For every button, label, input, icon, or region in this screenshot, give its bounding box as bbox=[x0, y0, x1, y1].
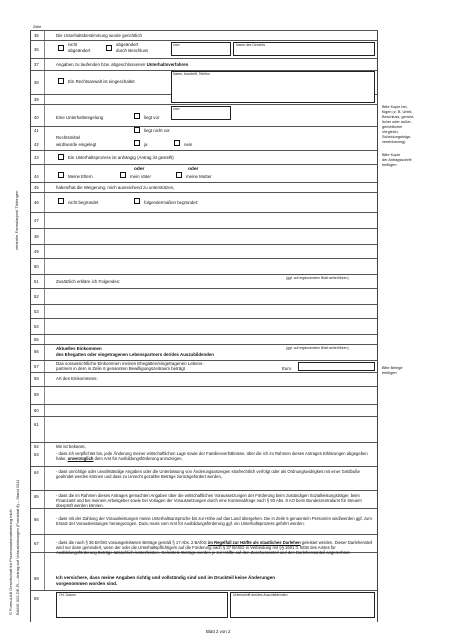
row-number-51: 51 bbox=[34, 279, 39, 284]
row-number-38: 38 bbox=[34, 80, 39, 85]
row-divider bbox=[30, 318, 378, 319]
row-number-56: 56 bbox=[34, 349, 39, 354]
row51-hint: (ggf. auf ergänzendem Blatt weiterführen) bbox=[286, 276, 349, 280]
row-divider bbox=[30, 244, 378, 245]
row-divider bbox=[30, 30, 378, 31]
row-divider bbox=[30, 404, 378, 405]
checkbox-rechtsanwalt[interactable] bbox=[58, 78, 64, 84]
row-divider bbox=[30, 590, 378, 591]
row-number-36: 36 bbox=[34, 47, 39, 52]
row-number-40: 40 bbox=[34, 115, 39, 120]
row43-text: Ein Unterhaltsprozess ist anhängig (Antrag ist gestellt) bbox=[68, 155, 174, 160]
row-divider bbox=[30, 334, 378, 335]
row46-folgendermassen: folgendermaßen begründet: bbox=[144, 200, 199, 205]
column-header-zeile: Zeile bbox=[33, 25, 42, 29]
row41-liegt-nicht-vor: liegt nicht vor bbox=[144, 128, 170, 133]
row64-text: - dass unrichtige oder unvollständige Angaben oder die Unterlassung von Änderungsanzeigen strafrechtlich verfolgt oder als Ordnungswidrigkeit mit einer Geldbuße geahndet werden können und dass zu Unrecht gezahlte Beträge zurückgefordert werden, bbox=[56, 469, 361, 480]
row-divider bbox=[30, 490, 378, 491]
row41-rechtsmittel: Rechtsmittel bbox=[56, 135, 81, 140]
row-divider bbox=[30, 104, 378, 105]
row-number-35: 35 bbox=[34, 33, 39, 38]
row42-nein: nein bbox=[184, 142, 193, 147]
row-divider bbox=[30, 192, 378, 193]
row38-text: Ein Rechtsanwalt ist eingeschaltet bbox=[68, 79, 135, 84]
row-number-43: 43 bbox=[34, 155, 39, 160]
row44-mein-vater: mein Vater bbox=[130, 174, 151, 179]
row-number-63: 63 bbox=[34, 452, 39, 457]
row-divider bbox=[30, 344, 378, 345]
row57-line-1: Das voraussichtliche Einkommen meines Ehegatten/eingetragenen Lebens- bbox=[56, 361, 204, 366]
row36-durch-beschluss: durch Beschluss bbox=[116, 48, 149, 53]
row-number-54: 54 bbox=[34, 324, 39, 329]
row36-abgeaendert2: abgeändert bbox=[116, 42, 139, 47]
row65-text: - dass die im Rahmen dieses Antrages gemachten Angaben über die wirtschaftlichen Voraussetzungen der Förderung beim zuständigen Sozialleistungsträger, beim Finanzamt und bei meinem Arbeitgeber sowie bei Vorlagen der Voraussetzungen durch eine Kontenabfrage nach § 93 Abs. 8 AO beim Bundeszentralamt für Steuern überprüft werden können. bbox=[56, 493, 362, 509]
margin-vertical-copyright: © FormuLAB Gesellschaft für Prozessautomatisierung mbH bbox=[8, 509, 13, 615]
row-divider bbox=[30, 126, 378, 127]
beschluss-date-field[interactable] bbox=[171, 42, 231, 56]
row-number-60: 60 bbox=[34, 408, 39, 413]
row67-text: - dass die nach § 36 BAföG vorausgeleisteten Beträge gemäß § 17 Abs. 2 BAföG im Regelfall zur Hälfte als staatliches Darlehen geleistet werden. Dieser Darlehensteil wird nur dann gemindert, wenn der oder die Unterhaltspflichtige/n auf die Forderung nach § 37 BAföG in Verbindung mit §§ 1601 ff. BGB des Amtes für Ausbildungsförderung Beträge tatsächlich leistet/leisten. Geleistete Beträge werden je zur Hälfte auf den Zuschussanteil und den Darlehensanteil angerechnet. bbox=[56, 540, 373, 556]
row36-abgeaendert: abgeändert bbox=[68, 48, 91, 53]
row-divider bbox=[30, 228, 378, 229]
regelung-date-field[interactable] bbox=[171, 106, 231, 120]
row68-line-1: Ich versichere, dass meine Angaben richtig und vollständig sind und im Druckteil keine Änderungen bbox=[56, 575, 276, 580]
label-ort-datum: Ort, Datum bbox=[59, 593, 76, 597]
side-note-antragsschrift: Bitte Kopie der Antragsschrift beifügen bbox=[382, 153, 412, 167]
row-number-62: 62 bbox=[34, 444, 39, 449]
label-unterschrift: Unterschrift der/des Auszubildenden bbox=[233, 593, 288, 597]
row-divider bbox=[30, 442, 378, 443]
row-number-64: 64 bbox=[34, 470, 39, 475]
checkbox-meine-mutter[interactable] bbox=[176, 172, 182, 178]
row-divider bbox=[30, 182, 378, 183]
row-number-49: 49 bbox=[34, 249, 39, 254]
row-divider bbox=[30, 258, 378, 259]
margin-vertical-note: zentraler Formularpool Thüringen bbox=[14, 190, 19, 250]
row-number-69: 69 bbox=[34, 596, 39, 601]
side-note-kopie: Bitte Kopie bei- fügen (z. B. Urteil, Beschluss, gericht- licher oder außer- gerichtlicher Vergleich, Scheidungsfolge- vereinbarung) bbox=[382, 105, 415, 144]
row35-text: Die Unterhaltsbestimmung wurde gerichtlich bbox=[56, 33, 142, 38]
checkbox-begruendet[interactable] bbox=[134, 198, 140, 204]
row-number-61: 61 bbox=[34, 422, 39, 427]
row-divider bbox=[30, 40, 378, 41]
row62-text: Mir ist bekannt, bbox=[56, 444, 86, 449]
row44-meine-mutter: meine Mutter bbox=[186, 174, 212, 179]
row56-title-2: des Ehegatten oder eingetragenen Lebenspartners der/des Auszubildenden bbox=[56, 352, 214, 357]
row-divider bbox=[30, 386, 378, 387]
row37-text: Angaben zu laufenden bzw. abgeschlossenen Unterhaltsverfahren bbox=[56, 62, 189, 67]
row-number-50: 50 bbox=[34, 264, 39, 269]
row68-line-2: vorgenommen worden sind. bbox=[56, 581, 118, 586]
checkbox-liegt-vor[interactable] bbox=[134, 113, 140, 119]
row-number-53: 53 bbox=[34, 309, 39, 314]
row-number-42: 42 bbox=[34, 142, 39, 147]
row-number-41: 41 bbox=[34, 128, 39, 133]
row-number-52: 52 bbox=[34, 294, 39, 299]
label-vom: vom bbox=[173, 43, 180, 47]
row42-ja: ja bbox=[144, 142, 148, 147]
label-vom-2: vom bbox=[173, 107, 180, 111]
checkbox-rechtsmittel-nein[interactable] bbox=[174, 140, 180, 146]
row40-liegt-vor: liegt vor bbox=[144, 115, 160, 120]
row46-nicht-begruendet: nicht begründet bbox=[68, 200, 99, 205]
row56-title-1: Aktuelles Einkommen bbox=[56, 346, 102, 351]
row-divider bbox=[30, 164, 378, 165]
row-divider bbox=[30, 372, 378, 373]
row-number-47: 47 bbox=[34, 218, 39, 223]
row45-text: haben/hat die Weigerung, mich ausreichend zu unterstützen, bbox=[56, 185, 175, 190]
row56-hint: (ggf. auf ergänzendem Blatt weiterführen) bbox=[286, 346, 349, 350]
checkbox-mein-vater[interactable] bbox=[120, 172, 126, 178]
number-column-divider bbox=[44, 30, 45, 590]
row57-line-2: partners in dem in Zeile 6 genannten Bewilligungszeitraum beträgt bbox=[56, 366, 185, 371]
row-divider bbox=[30, 416, 378, 417]
row-divider bbox=[30, 466, 378, 467]
checkbox-nicht-abgeaendert[interactable] bbox=[58, 45, 64, 51]
row-divider bbox=[30, 212, 378, 213]
row-number-46: 46 bbox=[34, 200, 39, 205]
row63-text: - dass ich verpflichtet bin, jede Änderung meiner wirtschaftlichen Lage sowie der Familienverhältnisse, über die ich im Rahmen dieses Antrages Erklärungen abgegeben habe, unverzüglich dem Amt für Ausbildungsförderung anzuzeigen, bbox=[56, 451, 368, 462]
checkbox-rechtsmittel-ja[interactable] bbox=[134, 140, 140, 146]
row-number-44: 44 bbox=[34, 174, 39, 179]
row-number-58: 58 bbox=[34, 376, 39, 381]
row-number-45: 45 bbox=[34, 185, 39, 190]
row-number-48: 48 bbox=[34, 234, 39, 239]
row-divider bbox=[30, 58, 378, 59]
side-note-belege: Bitte Belege beifügen bbox=[382, 366, 403, 375]
row-number-68: 68 bbox=[34, 576, 39, 581]
row51-text: Zusätzlich erkläre ich Folgendes: bbox=[56, 279, 121, 284]
ort-datum-field[interactable] bbox=[56, 592, 228, 618]
row-number-39: 39 bbox=[34, 97, 39, 102]
label-name-gericht: Name des Gerichts bbox=[236, 43, 266, 47]
row-number-55: 55 bbox=[34, 337, 39, 342]
margin-vertical-form-id: BAföG 002-DE-FL – Antrag auf Vorausleistungen (Formblatt 8) – Stand 2011 bbox=[15, 479, 20, 615]
row44-oder-1: oder bbox=[134, 167, 145, 172]
row44-oder-2: oder bbox=[188, 167, 199, 172]
checkbox-liegt-nicht-vor[interactable] bbox=[134, 127, 140, 133]
row-divider bbox=[30, 288, 378, 289]
row-number-37: 37 bbox=[34, 62, 39, 67]
row-number-65: 65 bbox=[34, 494, 39, 499]
row-number-59: 59 bbox=[34, 392, 39, 397]
row-number-66: 66 bbox=[34, 517, 39, 522]
row42-text: wird/wurde eingelegt bbox=[56, 142, 97, 147]
row66-text: - dass mit der Zahlung der Vorausleistungen meine Unterhaltsansprüche bis zur Höhe auf das Land übergehen. Die in Zeile 5 genannte/n Person/en wird/werden ggf. zum Ersatz der Vorausleistungen herangezogen. Dazu muss vom Amt für Ausbildungsförderung ggf. ein Unterhaltsprozess geführt werden. bbox=[56, 516, 372, 527]
row58-text: Art des Einkommens: bbox=[56, 376, 98, 381]
row57-euro: Euro bbox=[282, 366, 292, 371]
checkbox-meine-eltern[interactable] bbox=[58, 172, 64, 178]
row-divider bbox=[30, 150, 378, 151]
row-divider bbox=[30, 304, 378, 305]
row36-nicht: nicht bbox=[68, 42, 78, 47]
checkbox-unterhaltsprozess[interactable] bbox=[58, 154, 64, 160]
page-number: Blatt 2 von 2 bbox=[206, 629, 231, 634]
row-divider bbox=[30, 534, 378, 535]
checkbox-abgeaendert-beschluss[interactable] bbox=[106, 45, 112, 51]
label-name-anschrift: Name, Anschrift, Telefon bbox=[173, 72, 210, 76]
einkommen-euro-field[interactable] bbox=[298, 362, 375, 371]
row-number-67: 67 bbox=[34, 541, 39, 546]
row-divider bbox=[30, 274, 378, 275]
row44-meine-eltern: Meine Eltern bbox=[68, 174, 93, 179]
row40-text: Eine Unterhaltsregelung bbox=[56, 115, 104, 120]
row-number-57: 57 bbox=[34, 364, 39, 369]
checkbox-nicht-begruendet[interactable] bbox=[58, 198, 64, 204]
